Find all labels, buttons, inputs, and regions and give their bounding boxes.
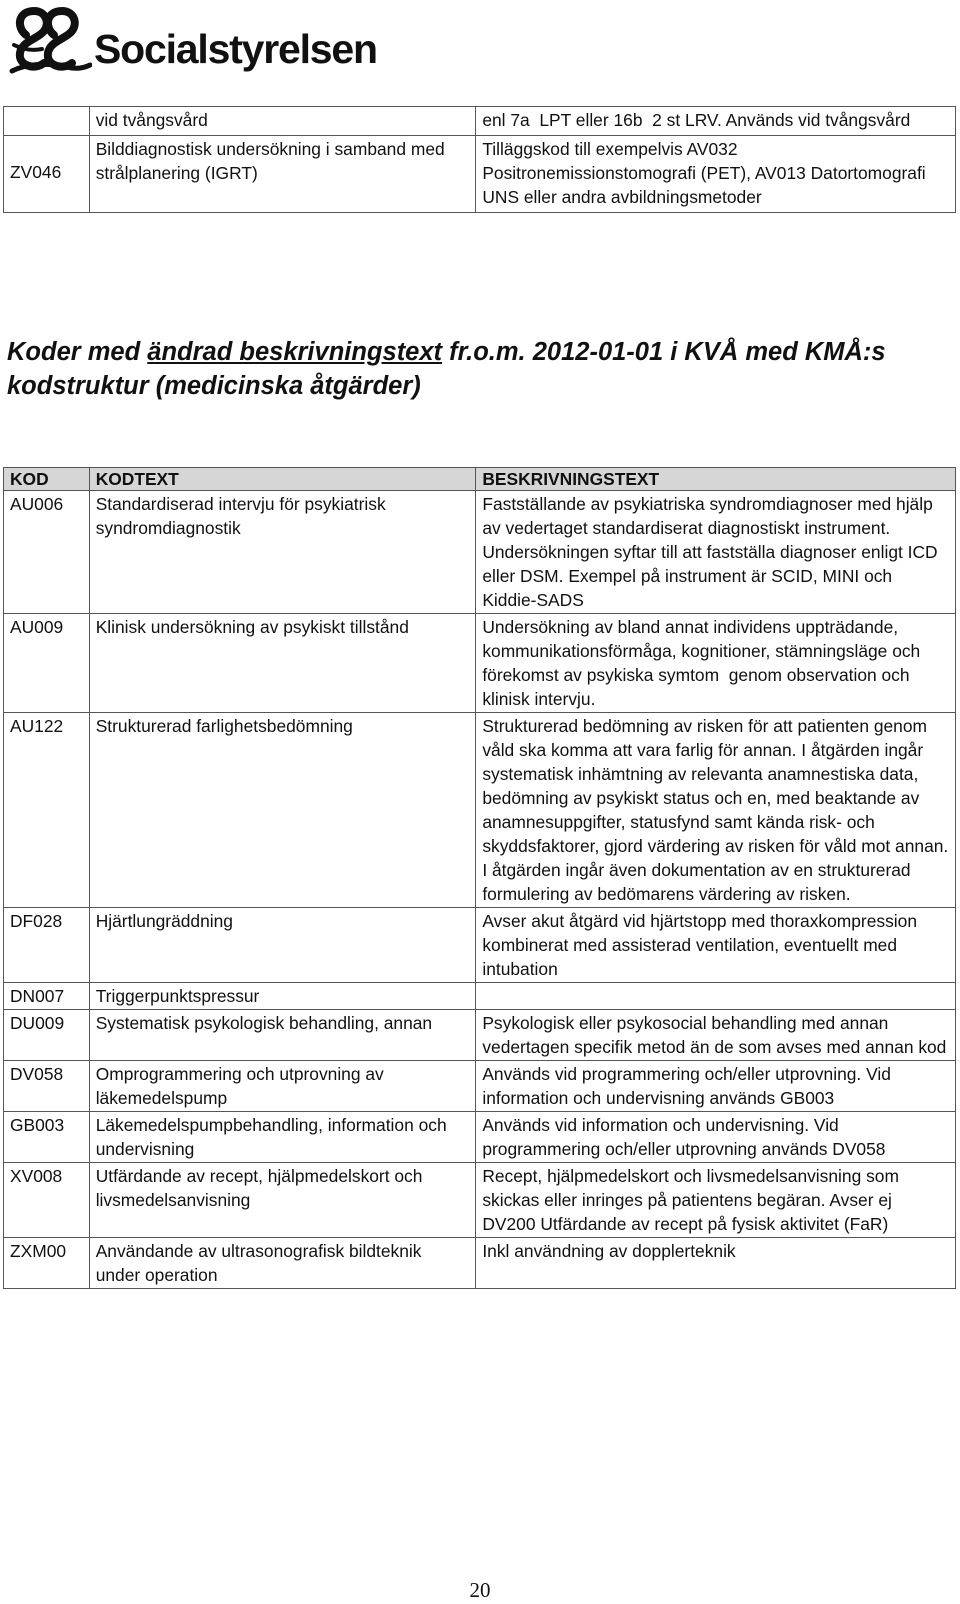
kodtext-cell: Standardiserad intervju för psykiatrisk syndromdiagnostik (89, 491, 476, 614)
kod-cell: ZXM00 (4, 1238, 90, 1289)
beskrivning-cell: Fastställande av psykiatriska syndromdiagnoser med hjälp av vedertaget standardiserat diagnostiskt instrument. Undersökningen syftar till att fastställa diagnoser enligt ICD eller DSM. Exempel på instrument är SCID, MINI och Kiddie-SADS (476, 491, 956, 614)
table-row (4, 1112, 956, 1163)
table-row (4, 491, 956, 614)
kod-cell: DV058 (4, 1061, 90, 1112)
kod-cell: DN007 (4, 983, 90, 1010)
beskrivning-cell: Tilläggskod till exempelvis AV032 Positronemissionstomografi (PET), AV013 Datortomografi UNS eller andra avbildningsmetoder (476, 136, 956, 213)
kod-cell: DU009 (4, 1010, 90, 1061)
kod-cell: DF028 (4, 908, 90, 983)
kod-cell: ZV046 (4, 136, 90, 213)
beskrivning-cell: Används vid programmering och/eller utprovning. Vid information och undervisning används GB003 (476, 1061, 956, 1112)
beskrivning-cell (476, 983, 956, 1010)
kod-cell: GB003 (4, 1112, 90, 1163)
beskrivning-cell: Strukturerad bedömning av risken för att patienten genom våld ska komma att vara farlig för annan. I åtgärden ingår systematisk inhämtning av relevanta anamnestiska data, bedömning av psykiskt status och en, med beaktande av anamnesuppgifter, statusfynd samt kända risk- och skyddsfaktorer, gjord värdering av risken för våld mot annan. I åtgärden ingår även dokumentation av en strukturerad formulering av bedömarens värdering av risken. (476, 713, 956, 908)
logo-text: Socialstyrelsen (94, 25, 377, 72)
kodtext-cell: Omprogrammering och utprovning av läkemedelspump (89, 1061, 476, 1112)
kodtext-cell: Läkemedelspumpbehandling, information och undervisning (89, 1112, 476, 1163)
heading-text-rest: fr.o.m. 2012-01-01 i KVÅ med KMÅ:s kodstruktur (medicinska åtgärder) (7, 338, 886, 400)
kod-cell: AU009 (4, 614, 90, 713)
table-row (4, 1010, 956, 1061)
heading-text: Koder med (7, 338, 148, 366)
table-header-row (4, 468, 956, 491)
kodtext-cell: vid tvångsvård (89, 107, 476, 136)
table-row (4, 908, 956, 983)
kodtext-cell: Strukturerad farlighetsbedömning (89, 713, 476, 908)
kod-cell: AU122 (4, 713, 90, 908)
beskrivning-cell: Inkl användning av dopplerteknik (476, 1238, 956, 1289)
table-row (4, 614, 956, 713)
logo (8, 4, 377, 78)
header-kod: KOD (4, 468, 90, 491)
kod-cell: AU006 (4, 491, 90, 614)
kodtext-cell: Utfärdande av recept, hjälpmedelskort och livsmedelsanvisning (89, 1163, 476, 1238)
header-beskrivning: BESKRIVNINGSTEXT (476, 468, 956, 491)
table-row (4, 1163, 956, 1238)
kodtext-cell: Användande av ultrasonografisk bildteknik under operation (89, 1238, 476, 1289)
kodtext-cell: Systematisk psykologisk behandling, annan (89, 1010, 476, 1061)
kodtext-cell: Klinisk undersökning av psykiskt tillstånd (89, 614, 476, 713)
beskrivning-cell: Används vid information och undervisning. Vid programmering och/eller utprovning används DV058 (476, 1112, 956, 1163)
page-number: 20 (469, 1578, 491, 1602)
beskrivning-cell: Avser akut åtgärd vid hjärtstopp med thoraxkompression kombinerat med assisterad ventilation, eventuellt med intubation (476, 908, 956, 983)
codes-table (3, 467, 956, 1289)
beskrivning-cell: Recept, hjälpmedelskort och livsmedelsanvisning som skickas eller inringes på patientens begäran. Avser ej DV200 Utfärdande av recept på fysisk aktivitet (FaR) (476, 1163, 956, 1238)
section-heading (7, 335, 947, 403)
table-row (4, 1061, 956, 1112)
beskrivning-cell: Psykologisk eller psykosocial behandling med annan vedertagen specifik metod än de som avses med annan kod (476, 1010, 956, 1061)
kodtext-cell: Bilddiagnostisk undersökning i samband med strålplanering (IGRT) (89, 136, 476, 213)
header-kodtext: KODTEXT (89, 468, 476, 491)
table-row (4, 1238, 956, 1289)
kod-cell (4, 107, 90, 136)
beskrivning-cell: Undersökning av bland annat individens uppträdande, kommunikationsförmåga, kognitioner, stämningsläge och förekomst av psykiska symtom genom observation och klinisk intervju. (476, 614, 956, 713)
table-row (4, 136, 956, 213)
heading-underlined-text: ändrad beskrivningstext (147, 338, 443, 366)
kodtext-cell: Triggerpunktspressur (89, 983, 476, 1010)
table-row (4, 713, 956, 908)
socialstyrelsen-emblem-icon (8, 5, 92, 77)
beskrivning-cell: enl 7a LPT eller 16b 2 st LRV. Används vid tvångsvård (476, 107, 956, 136)
table-row (4, 983, 956, 1010)
kodtext-cell: Hjärtlungräddning (89, 908, 476, 983)
kod-cell: XV008 (4, 1163, 90, 1238)
table-row (4, 107, 956, 136)
top-table (3, 106, 956, 213)
